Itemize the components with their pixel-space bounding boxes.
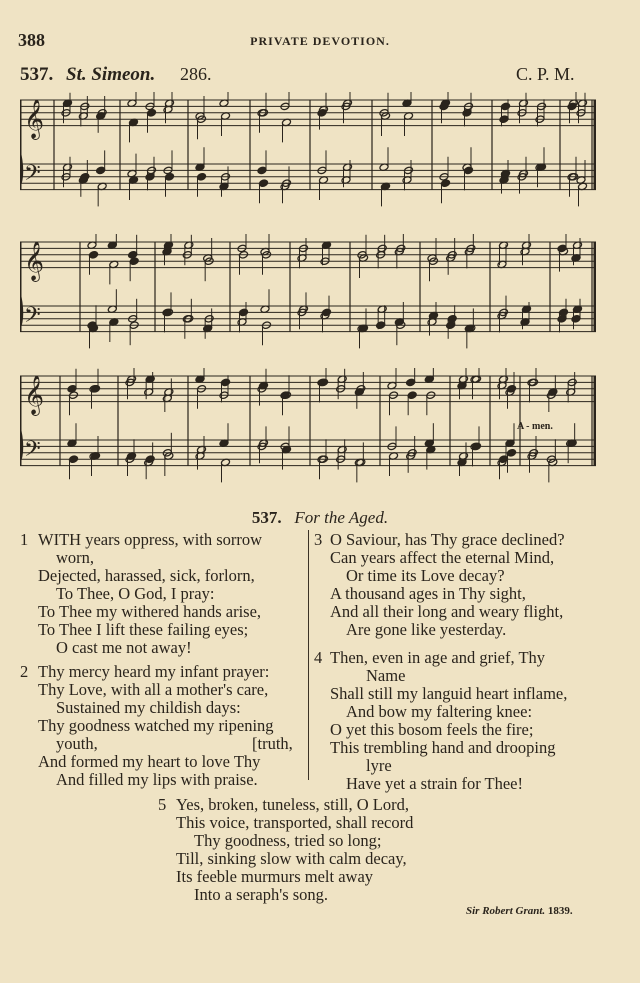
note-head xyxy=(406,378,416,387)
note-head xyxy=(89,251,99,260)
stanza-line: This voice, transported, shall record xyxy=(176,813,414,832)
stanza-line: Dejected, harassed, sick, forlorn, xyxy=(38,566,255,585)
bass-clef-icon: 𝄢 xyxy=(24,303,41,333)
stanza-line: youth, xyxy=(56,734,98,753)
hymn-heading xyxy=(0,508,640,528)
stanza-line: Then, even in age and grief, Thy xyxy=(330,648,546,667)
note-head xyxy=(571,315,581,324)
note-head xyxy=(507,449,517,458)
note-head xyxy=(407,391,417,400)
stanza-line: And bow my faltering knee: xyxy=(346,702,533,721)
stanza-line: Till, sinking slow with calm decay, xyxy=(176,849,407,868)
note-head xyxy=(499,455,509,464)
stanza-line: Thy goodness, tried so long; xyxy=(194,831,382,850)
hymn-number: 537. xyxy=(251,508,282,527)
note-head xyxy=(259,179,269,188)
bass-clef-icon: 𝄢 xyxy=(24,437,41,467)
note-head xyxy=(499,115,509,124)
stanza-number: 1 xyxy=(20,530,29,549)
staff-lines xyxy=(20,242,596,332)
stanza-line: And filled my lips with praise. xyxy=(56,770,258,789)
stanza-line: This trembling hand and drooping xyxy=(330,738,556,757)
stanza-line: To Thee my withered hands arise, xyxy=(38,602,262,621)
stanza-line: Can years affect the eternal Mind, xyxy=(330,548,555,567)
stanza-line: To Thee, O God, I pray: xyxy=(56,584,215,603)
stanza-number: 2 xyxy=(20,662,29,681)
amen-label: A - men. xyxy=(517,421,553,432)
note-head xyxy=(96,166,106,175)
note-head xyxy=(501,102,511,111)
note-head xyxy=(447,315,457,324)
note-head xyxy=(221,378,231,387)
stanza-line: WITH years oppress, with sorrow xyxy=(38,530,263,549)
stanza-line: [truth, xyxy=(252,734,293,753)
stanza-line: worn, xyxy=(56,548,95,567)
note-head xyxy=(69,455,79,464)
stanza-line: Shall still my languid heart inflame, xyxy=(330,684,568,703)
note-head xyxy=(239,308,249,317)
running-head: PRIVATE DEVOTION. xyxy=(250,34,390,48)
music-system-3 xyxy=(20,368,596,494)
treble-clef-icon: 𝄞 xyxy=(24,99,45,139)
music-system-2 xyxy=(20,234,596,360)
attribution-year: 1839. xyxy=(547,905,573,917)
stanza-number: 3 xyxy=(314,530,323,549)
note-head xyxy=(559,308,569,317)
stanza-line: Name xyxy=(366,666,406,685)
stanza-line: O cast me not away! xyxy=(56,638,192,657)
stanza-number: 5 xyxy=(158,795,167,814)
note-head xyxy=(145,455,155,464)
page-number: 388 xyxy=(18,30,45,50)
stanza-line: O yet this bosom feels the fire; xyxy=(330,720,534,739)
stanza-line: lyre xyxy=(366,756,392,775)
music-system-1 xyxy=(20,92,596,218)
note-head xyxy=(80,173,90,182)
stanza-line: Into a seraph's song. xyxy=(194,885,329,904)
stanza-line: Have yet a strain for Thee! xyxy=(346,774,523,793)
treble-clef-icon: 𝄞 xyxy=(24,375,45,415)
stanza-line: Thy mercy heard my infant prayer: xyxy=(38,662,270,681)
attribution xyxy=(466,905,573,917)
stanza-line: A thousand ages in Thy sight, xyxy=(330,584,526,603)
tune-name: St. Simeon. xyxy=(66,64,156,85)
stanza-line: And formed my heart to love Thy xyxy=(38,752,261,771)
stanza-line: Or time its Love decay? xyxy=(346,566,505,585)
note-head xyxy=(464,166,474,175)
column-divider xyxy=(308,530,309,780)
bass-clef-icon: 𝄢 xyxy=(24,161,41,191)
stanza-line: To Thee I lift these failing eyes; xyxy=(38,620,249,639)
hymn-title: For the Aged. xyxy=(294,508,389,527)
meter: C. P. M. xyxy=(516,64,575,84)
stanza-line: Thy goodness watched my ripening xyxy=(38,716,274,735)
stanza-line: O Saviour, has Thy grace declined? xyxy=(330,530,565,549)
stanza-line: Are gone like yesterday. xyxy=(346,620,507,639)
stanza-line: Sustained my childish days: xyxy=(56,698,241,717)
note-head xyxy=(507,385,517,394)
note-head xyxy=(322,308,332,317)
tune-reference: 286. xyxy=(180,64,212,84)
bar-lines xyxy=(80,242,595,332)
note-head xyxy=(257,166,267,175)
stanza-line: Yes, broken, tuneless, still, O Lord, xyxy=(176,795,409,814)
stanza-line: Its feeble murmurs melt away xyxy=(176,867,374,886)
stanza-line: And all their long and weary flight, xyxy=(330,602,564,621)
stanza-line: Thy Love, with all a mother's care, xyxy=(38,680,269,699)
note-head xyxy=(376,321,386,330)
author-name: Sir Robert Grant. xyxy=(466,905,546,917)
stanza-number: 4 xyxy=(314,648,323,667)
note-head xyxy=(197,173,207,182)
tune-number: 537. xyxy=(20,64,54,85)
treble-clef-icon: 𝄞 xyxy=(24,241,45,281)
